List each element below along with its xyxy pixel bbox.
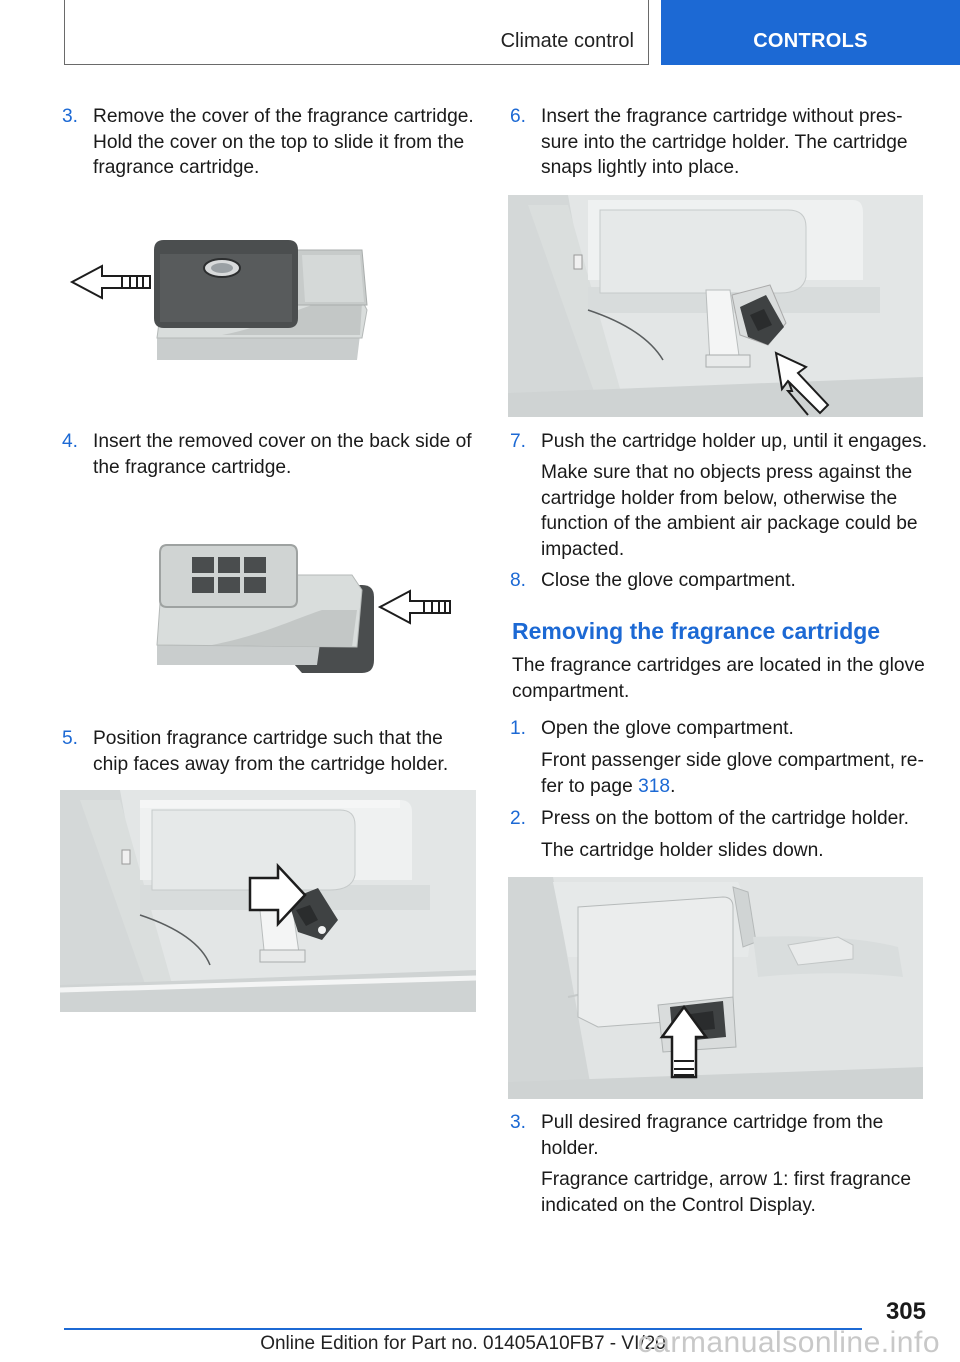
remove-step-2-note: The cartridge holder slides down.: [541, 840, 824, 861]
note-line: impacted.: [541, 538, 625, 560]
intro-line: The fragrance cartridges are located in the glove: [512, 655, 925, 676]
step-number: 3.: [510, 1112, 527, 1133]
step-number: 3.: [62, 106, 79, 127]
step-7-note: [541, 460, 931, 562]
step-text-line: snaps lightly into place.: [541, 157, 740, 178]
chapter-tab-label: CONTROLS: [753, 30, 868, 52]
step-number: 8.: [510, 570, 527, 591]
remove-step-3: [510, 1110, 926, 1162]
remove-step-3-note: [541, 1167, 931, 1218]
note-line: cartridge holder from below, otherwise the: [541, 487, 898, 509]
intro-line: compartment.: [512, 680, 630, 702]
note-line: fer to page 318.: [541, 775, 676, 797]
step-4: [62, 429, 476, 481]
remove-step-1: [510, 716, 926, 742]
note-line: Make sure that no objects press against the: [541, 462, 913, 483]
step-number: 2.: [510, 808, 527, 829]
figure-position-cartridge: [60, 790, 476, 1012]
step-6: [510, 104, 926, 182]
step-text-line: fragrance cartridge.: [93, 157, 260, 178]
step-text-line: Insert the fragrance cartridge without pres‐: [541, 106, 903, 127]
step-text-line: sure into the cartridge holder. The cartridge: [541, 131, 908, 153]
page-number: 305: [885, 1298, 926, 1325]
step-number: 4.: [62, 431, 79, 452]
step-number: 7.: [510, 431, 527, 452]
step-text-line: Open the glove compartment.: [541, 718, 794, 739]
step-text-line: the fragrance cartridge.: [93, 456, 292, 478]
figure-press-holder: [508, 877, 923, 1099]
step-text-line: Close the glove compartment.: [541, 570, 796, 591]
step-3: [62, 104, 476, 182]
step-8: [510, 568, 926, 594]
step-text-line: holder.: [541, 1137, 599, 1159]
step-text-line: Insert the removed cover on the back side of: [93, 431, 472, 452]
step-text-line: Remove the cover of the fragrance cartridge.: [93, 106, 474, 127]
section-title: Climate control: [500, 30, 634, 52]
figure-insert-cover-back: [62, 515, 476, 690]
chapter-tab[interactable]: [661, 0, 960, 65]
page-link[interactable]: 318: [638, 775, 671, 797]
step-text-line: Pull desired fragrance cartridge from the: [541, 1112, 884, 1133]
step-number: 1.: [510, 718, 527, 739]
step-number: 6.: [510, 106, 527, 127]
remove-step-2: [510, 806, 926, 832]
step-7: [510, 429, 930, 455]
note-line: function of the ambient air package could be: [541, 513, 918, 534]
note-line: indicated on the Control Display.: [541, 1194, 816, 1216]
step-text-line: chip faces away from the cartridge holder.: [93, 753, 449, 775]
header-section-box: [64, 0, 649, 65]
step-5: [62, 726, 476, 778]
step-text-line: Press on the bottom of the cartridge holder.: [541, 808, 909, 829]
step-text-line: Position fragrance cartridge such that the: [93, 728, 443, 749]
step-text-line: Push the cartridge holder up, until it engages.: [541, 431, 928, 452]
figure-remove-cover: [62, 210, 476, 385]
step-number: 5.: [62, 728, 79, 749]
figure-insert-cartridge: [508, 195, 923, 417]
note-line: Fragrance cartridge, arrow 1: first fragrance: [541, 1169, 912, 1190]
section-intro: [512, 653, 928, 704]
step-text-line: Hold the cover on the top to slide it from the: [93, 131, 465, 153]
footer-edition: Online Edition for Part no. 01405A10FB7 - VI/20: [260, 1333, 666, 1354]
section-heading: Removing the fragrance cartridge: [512, 618, 881, 644]
watermark: carmanualsonline.info: [637, 1326, 940, 1359]
remove-step-1-note: [541, 748, 941, 799]
note-line: Front passenger side glove compartment, re‐: [541, 750, 924, 771]
